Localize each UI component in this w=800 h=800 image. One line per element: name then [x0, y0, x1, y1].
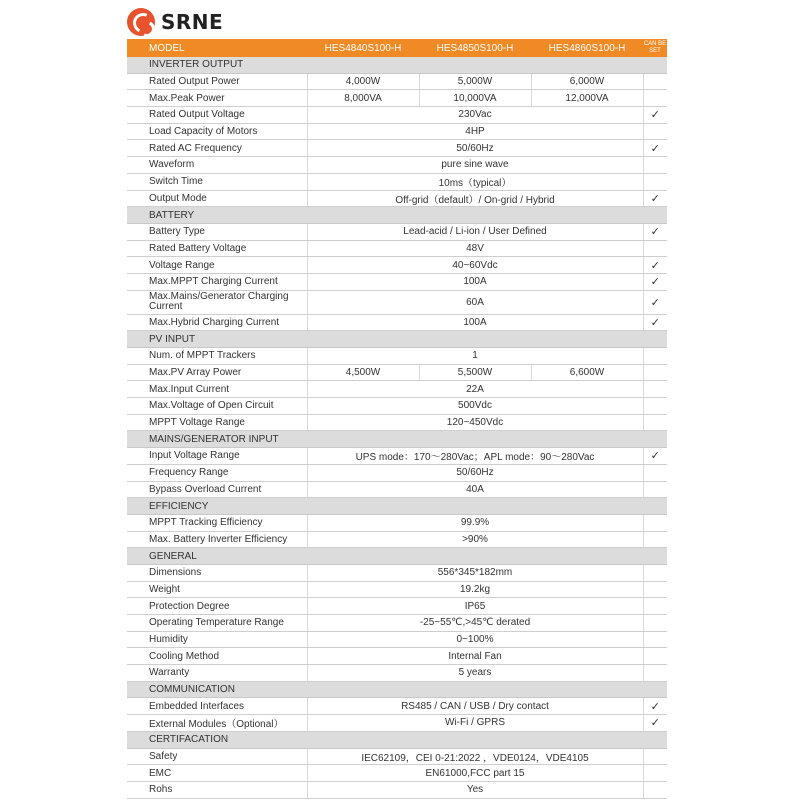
row-value: 120~450Vdc	[307, 414, 643, 431]
row-label: Weight	[127, 581, 307, 598]
table-row	[127, 257, 667, 274]
table-row	[127, 240, 667, 257]
table-row	[127, 190, 667, 207]
can-be-set-cell	[643, 348, 667, 365]
can-be-set-cell	[643, 364, 667, 381]
row-value: Internal Fan	[307, 648, 643, 665]
can-be-set-cell	[643, 240, 667, 257]
row-value: IEC62109，CEI 0-21:2022 ，VDE0124，VDE4105	[307, 748, 643, 765]
can-be-set-check-icon: ✓	[643, 698, 667, 715]
table-row	[127, 348, 667, 365]
table-row	[127, 598, 667, 615]
table-row	[127, 748, 667, 765]
row-label: Bypass Overload Current	[127, 481, 307, 498]
row-value: 5 years	[307, 665, 643, 682]
table-row	[127, 273, 667, 290]
row-value: 230Vac	[307, 107, 643, 124]
row-value: EN61000,FCC part 15	[307, 765, 643, 782]
row-value: 19.2kg	[307, 581, 643, 598]
table-row	[127, 381, 667, 398]
row-value-model-3: 6,000W	[531, 73, 643, 90]
table-row	[127, 448, 667, 465]
can-be-set-cell	[643, 123, 667, 140]
can-be-set-cell	[643, 90, 667, 107]
table-row	[127, 414, 667, 431]
srne-logo-icon	[127, 8, 155, 36]
brand-logo	[127, 8, 223, 36]
table-row	[127, 73, 667, 90]
can-be-set-cell	[643, 464, 667, 481]
table-row	[127, 514, 667, 531]
can-be-set-cell	[643, 581, 667, 598]
section-header-row	[127, 731, 667, 748]
row-label: Switch Time	[127, 173, 307, 190]
row-value-model-1: 4,000W	[307, 73, 419, 90]
table-row	[127, 107, 667, 124]
table-row	[127, 665, 667, 682]
row-label: Battery Type	[127, 223, 307, 240]
row-label: Max.Input Current	[127, 381, 307, 398]
section-title: INVERTER OUTPUT	[127, 57, 667, 73]
row-label: Rated Battery Voltage	[127, 240, 307, 257]
can-be-set-cell	[643, 414, 667, 431]
section-header-row	[127, 207, 667, 224]
row-value: >90%	[307, 531, 643, 548]
row-label: Load Capacity of Motors	[127, 123, 307, 140]
row-value: -25~55℃,>45℃ derated	[307, 615, 643, 632]
row-value: 22A	[307, 381, 643, 398]
model-name-3: HES4860S100-H	[531, 39, 643, 57]
can-be-set-cell	[643, 765, 667, 782]
spec-table	[127, 39, 667, 799]
row-value: 60A	[307, 290, 643, 314]
table-row	[127, 698, 667, 715]
can-be-set-header: CAN BE SET	[643, 39, 667, 57]
can-be-set-cell	[643, 631, 667, 648]
section-header-row	[127, 498, 667, 515]
can-be-set-check-icon: ✓	[643, 715, 667, 732]
section-header-row	[127, 681, 667, 698]
row-label: Frequency Range	[127, 464, 307, 481]
row-value: Off-grid（default）/ On-grid / Hybrid	[307, 190, 643, 207]
can-be-set-cell	[643, 564, 667, 581]
row-value: RS485 / CAN / USB / Dry contact	[307, 698, 643, 715]
row-label: Max.Hybrid Charging Current	[127, 314, 307, 331]
row-value: 1	[307, 348, 643, 365]
row-label: Num. of MPPT Trackers	[127, 348, 307, 365]
table-row	[127, 781, 667, 798]
table-row	[127, 123, 667, 140]
row-label: Max.Mains/Generator Charging Current	[127, 290, 307, 314]
table-row	[127, 531, 667, 548]
can-be-set-cell	[643, 531, 667, 548]
section-header-row	[127, 57, 667, 73]
row-label: Input Voltage Range	[127, 448, 307, 465]
can-be-set-cell	[643, 648, 667, 665]
brand-name: SRNE	[161, 10, 224, 34]
section-title: BATTERY	[127, 207, 667, 224]
row-value: 100A	[307, 273, 643, 290]
table-row	[127, 564, 667, 581]
row-value: 40A	[307, 481, 643, 498]
table-row	[127, 364, 667, 381]
table-header-row	[127, 39, 667, 57]
row-value: UPS mode：170～280Vac；APL mode：90～280Vac	[307, 448, 643, 465]
row-value: 40~60Vdc	[307, 257, 643, 274]
model-name-2: HES4850S100-H	[419, 39, 531, 57]
table-row	[127, 765, 667, 782]
row-label: Rated Output Power	[127, 73, 307, 90]
row-value: 50/60Hz	[307, 464, 643, 481]
section-title: MAINS/GENERATOR INPUT	[127, 431, 667, 448]
table-row	[127, 715, 667, 732]
row-value: 100A	[307, 314, 643, 331]
can-be-set-cell	[643, 481, 667, 498]
can-be-set-cell	[643, 381, 667, 398]
can-be-set-check-icon: ✓	[643, 140, 667, 157]
can-be-set-check-icon: ✓	[643, 107, 667, 124]
table-row	[127, 140, 667, 157]
can-be-set-cell	[643, 398, 667, 415]
can-be-set-check-icon: ✓	[643, 257, 667, 274]
section-title: EFFICIENCY	[127, 498, 667, 515]
section-title: PV INPUT	[127, 331, 667, 348]
can-be-set-check-icon: ✓	[643, 314, 667, 331]
section-title: CERTIFACATION	[127, 731, 667, 748]
section-header-row	[127, 331, 667, 348]
row-value-model-2: 5,000W	[419, 73, 531, 90]
row-value-model-3: 12,000VA	[531, 90, 643, 107]
can-be-set-cell	[643, 173, 667, 190]
row-value-model-1: 4,500W	[307, 364, 419, 381]
row-label: Waveform	[127, 157, 307, 174]
row-label: MPPT Voltage Range	[127, 414, 307, 431]
can-be-set-check-icon: ✓	[643, 290, 667, 314]
row-value: Yes	[307, 781, 643, 798]
row-value-model-1: 8,000VA	[307, 90, 419, 107]
can-be-set-cell	[643, 615, 667, 632]
can-be-set-cell	[643, 748, 667, 765]
can-be-set-cell	[643, 598, 667, 615]
table-row	[127, 631, 667, 648]
table-row	[127, 581, 667, 598]
can-be-set-cell	[643, 514, 667, 531]
row-label: Output Mode	[127, 190, 307, 207]
table-row	[127, 464, 667, 481]
section-header-row	[127, 431, 667, 448]
row-label: Safety	[127, 748, 307, 765]
row-label: Humidity	[127, 631, 307, 648]
can-be-set-check-icon: ✓	[643, 273, 667, 290]
row-label: Rohs	[127, 781, 307, 798]
row-value: Wi-Fi / GPRS	[307, 715, 643, 732]
model-name-1: HES4840S100-H	[307, 39, 419, 57]
row-value: 99.9%	[307, 514, 643, 531]
table-row	[127, 157, 667, 174]
row-label: Voltage Range	[127, 257, 307, 274]
row-label: Max. Battery Inverter Efficiency	[127, 531, 307, 548]
can-be-set-cell	[643, 665, 667, 682]
can-be-set-cell	[643, 73, 667, 90]
row-value: 50/60Hz	[307, 140, 643, 157]
row-label: Operating Temperature Range	[127, 615, 307, 632]
row-label: Rated Output Voltage	[127, 107, 307, 124]
row-label: Cooling Method	[127, 648, 307, 665]
can-be-set-cell	[643, 781, 667, 798]
row-label: Rated AC Frequency	[127, 140, 307, 157]
row-value-model-2: 10,000VA	[419, 90, 531, 107]
table-row	[127, 90, 667, 107]
row-label: External Modules（Optional）	[127, 715, 307, 732]
section-title: GENERAL	[127, 548, 667, 565]
table-row	[127, 173, 667, 190]
can-be-set-check-icon: ✓	[643, 448, 667, 465]
row-label: Warranty	[127, 665, 307, 682]
row-label: EMC	[127, 765, 307, 782]
row-label: Embedded Interfaces	[127, 698, 307, 715]
row-value: 556*345*182mm	[307, 564, 643, 581]
can-be-set-check-icon: ✓	[643, 223, 667, 240]
can-be-set-check-icon: ✓	[643, 190, 667, 207]
table-row	[127, 290, 667, 314]
row-value: Lead-acid / Li-ion / User Defined	[307, 223, 643, 240]
model-header: MODEL	[127, 39, 307, 57]
section-title: COMMUNICATION	[127, 681, 667, 698]
row-value-model-3: 6,600W	[531, 364, 643, 381]
table-row	[127, 615, 667, 632]
row-value: 0~100%	[307, 631, 643, 648]
row-label: MPPT Tracking Efficiency	[127, 514, 307, 531]
row-value: 10ms（typical）	[307, 173, 643, 190]
table-row	[127, 314, 667, 331]
row-value: IP65	[307, 598, 643, 615]
row-label: Dimensions	[127, 564, 307, 581]
row-label: Max.MPPT Charging Current	[127, 273, 307, 290]
row-value-model-2: 5,500W	[419, 364, 531, 381]
row-value: 48V	[307, 240, 643, 257]
row-label: Max.PV Array Power	[127, 364, 307, 381]
table-row	[127, 398, 667, 415]
section-header-row	[127, 548, 667, 565]
table-row	[127, 481, 667, 498]
row-label: Max.Peak Power	[127, 90, 307, 107]
table-row	[127, 223, 667, 240]
row-value: 500Vdc	[307, 398, 643, 415]
row-label: Protection Degree	[127, 598, 307, 615]
row-label: Max.Voltage of Open Circuit	[127, 398, 307, 415]
can-be-set-cell	[643, 157, 667, 174]
row-value: 4HP	[307, 123, 643, 140]
row-value: pure sine wave	[307, 157, 643, 174]
table-row	[127, 648, 667, 665]
